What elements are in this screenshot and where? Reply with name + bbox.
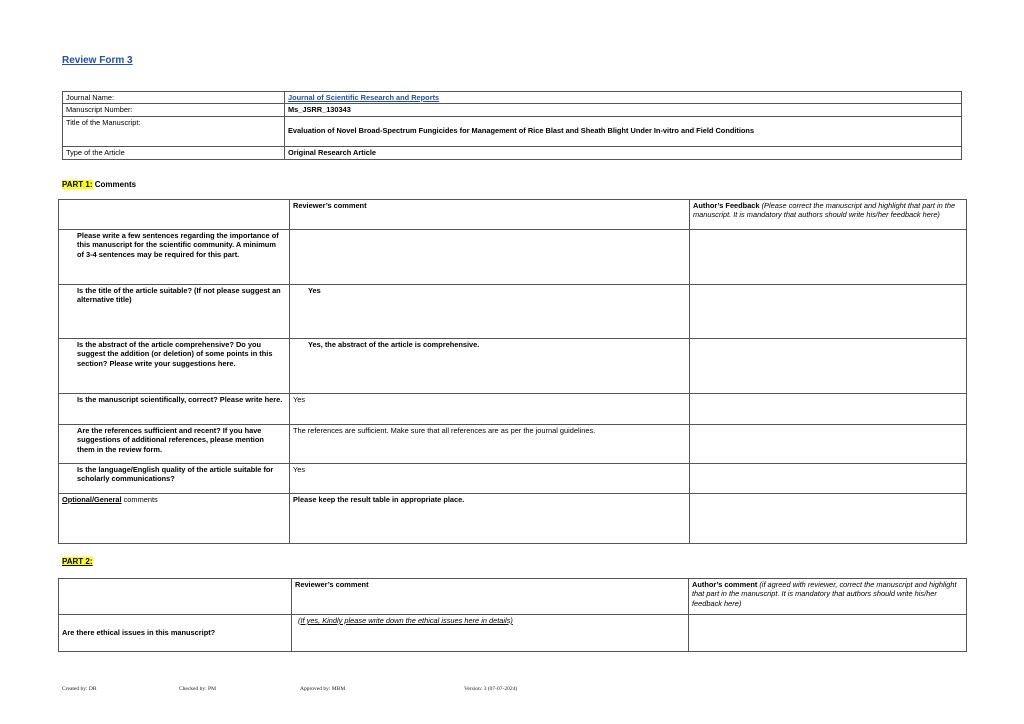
table-row xyxy=(59,230,967,285)
reviewer-optional-comment[interactable]: Please keep the result table in appropriate place. xyxy=(290,494,690,544)
author-feedback-language[interactable] xyxy=(690,464,967,494)
part1-author-header-italic: (Please correct the manuscript and highlight that part in the manuscript. It is mandatory that authors should write his/her feedback here) xyxy=(693,201,956,220)
author-feedback-scientific[interactable] xyxy=(690,394,967,425)
optional-label-underlined: Optional/General xyxy=(62,495,122,504)
part2-author-header-italic: (if agreed with reviewer, correct the manuscript and highlight that part in the manuscript. It is mandatory that authors should write his/her feedback here) xyxy=(692,580,957,608)
ethical-question: Are there ethical issues in this manuscript? xyxy=(59,615,292,652)
part1-author-header-bold: Author’s Feedback xyxy=(693,201,760,210)
footer-checked: Checked by: PM xyxy=(179,686,216,692)
manuscript-info-table xyxy=(62,91,962,160)
part1-author-header xyxy=(690,200,967,230)
author-feedback-importance[interactable] xyxy=(690,230,967,285)
part2-reviewer-header: Reviewer’s comment xyxy=(292,579,689,615)
reviewer-comment-scientific[interactable]: Yes xyxy=(290,394,690,425)
reviewer-comment-references[interactable]: The references are sufficient. Make sure that all references are as per the journal guidelines. xyxy=(290,425,690,464)
table-row xyxy=(59,615,967,652)
question-abstract: Is the abstract of the article comprehensive? Do you suggest the addition (or deletion) of some points in this section? Please write your suggestions here. xyxy=(59,339,290,394)
journal-link[interactable]: Journal of Scientific Research and Reports xyxy=(288,93,440,102)
author-feedback-references[interactable] xyxy=(690,425,967,464)
reviewer-comment-language[interactable]: Yes xyxy=(290,464,690,494)
manuscript-number-label: Manuscript Number: xyxy=(63,104,285,116)
reviewer-comment-title[interactable]: Yes xyxy=(290,285,690,339)
part1-label xyxy=(62,180,136,189)
table-row xyxy=(59,425,967,464)
part1-comments-table xyxy=(58,199,967,544)
part2-label-text: PART 2: xyxy=(62,557,93,566)
footer-approved: Approved by: MBM xyxy=(300,686,346,692)
part2-author-header xyxy=(689,579,967,615)
part1-label-prefix: PART 1: xyxy=(62,180,93,189)
reviewer-comment-importance[interactable] xyxy=(290,230,690,285)
footer-created: Created by: DR xyxy=(62,686,97,692)
table-row xyxy=(59,339,967,394)
part2-header-empty xyxy=(59,579,292,615)
author-optional-feedback[interactable] xyxy=(690,494,967,544)
author-feedback-title[interactable] xyxy=(690,285,967,339)
reviewer-comment-abstract[interactable]: Yes, the abstract of the article is comprehensive. xyxy=(290,339,690,394)
part1-label-suffix: Comments xyxy=(92,180,137,189)
table-row xyxy=(59,494,967,544)
ethical-hint[interactable]: (If yes, Kindly please write down the ethical issues here in details) xyxy=(292,615,689,652)
part2-label xyxy=(62,557,93,566)
article-type-label: Type of the Article xyxy=(63,146,285,159)
question-references: Are the references sufficient and recent? If you have suggestions of additional references, please mention them in the review form. xyxy=(59,425,290,464)
article-type-value: Original Research Article xyxy=(285,146,962,159)
part1-reviewer-header: Reviewer’s comment xyxy=(290,200,690,230)
optional-comments-label xyxy=(59,494,290,544)
footer-version: Version: 3 (07-07-2024) xyxy=(464,686,518,692)
optional-label-rest: comments xyxy=(121,495,158,504)
table-row xyxy=(59,285,967,339)
question-language: Is the language/English quality of the article suitable for scholarly communications? xyxy=(59,464,290,494)
part2-ethics-table xyxy=(58,578,967,652)
question-importance: Please write a few sentences regarding the importance of this manuscript for the scientific community. A minimum of 3-4 sentences may be required for this part. xyxy=(59,230,290,285)
title-value: Evaluation of Novel Broad-Spectrum Fungicides for Management of Rice Blast and Sheath Blight Under In-vitro and Field Conditions xyxy=(285,116,962,146)
question-title: Is the title of the article suitable? (If not please suggest an alternative title) xyxy=(59,285,290,339)
table-row xyxy=(59,394,967,425)
part1-header-empty xyxy=(59,200,290,230)
form-title: Review Form 3 xyxy=(62,55,133,66)
question-scientific: Is the manuscript scientifically, correct? Please write here. xyxy=(59,394,290,425)
author-ethical-comment[interactable] xyxy=(689,615,967,652)
part2-author-header-bold: Author’s comment xyxy=(692,580,758,589)
journal-label: Journal Name: xyxy=(63,92,285,104)
title-label: Title of the Manuscript: xyxy=(63,116,285,146)
author-feedback-abstract[interactable] xyxy=(690,339,967,394)
table-row xyxy=(59,464,967,494)
manuscript-number-value: Ms_JSRR_130343 xyxy=(285,104,962,116)
